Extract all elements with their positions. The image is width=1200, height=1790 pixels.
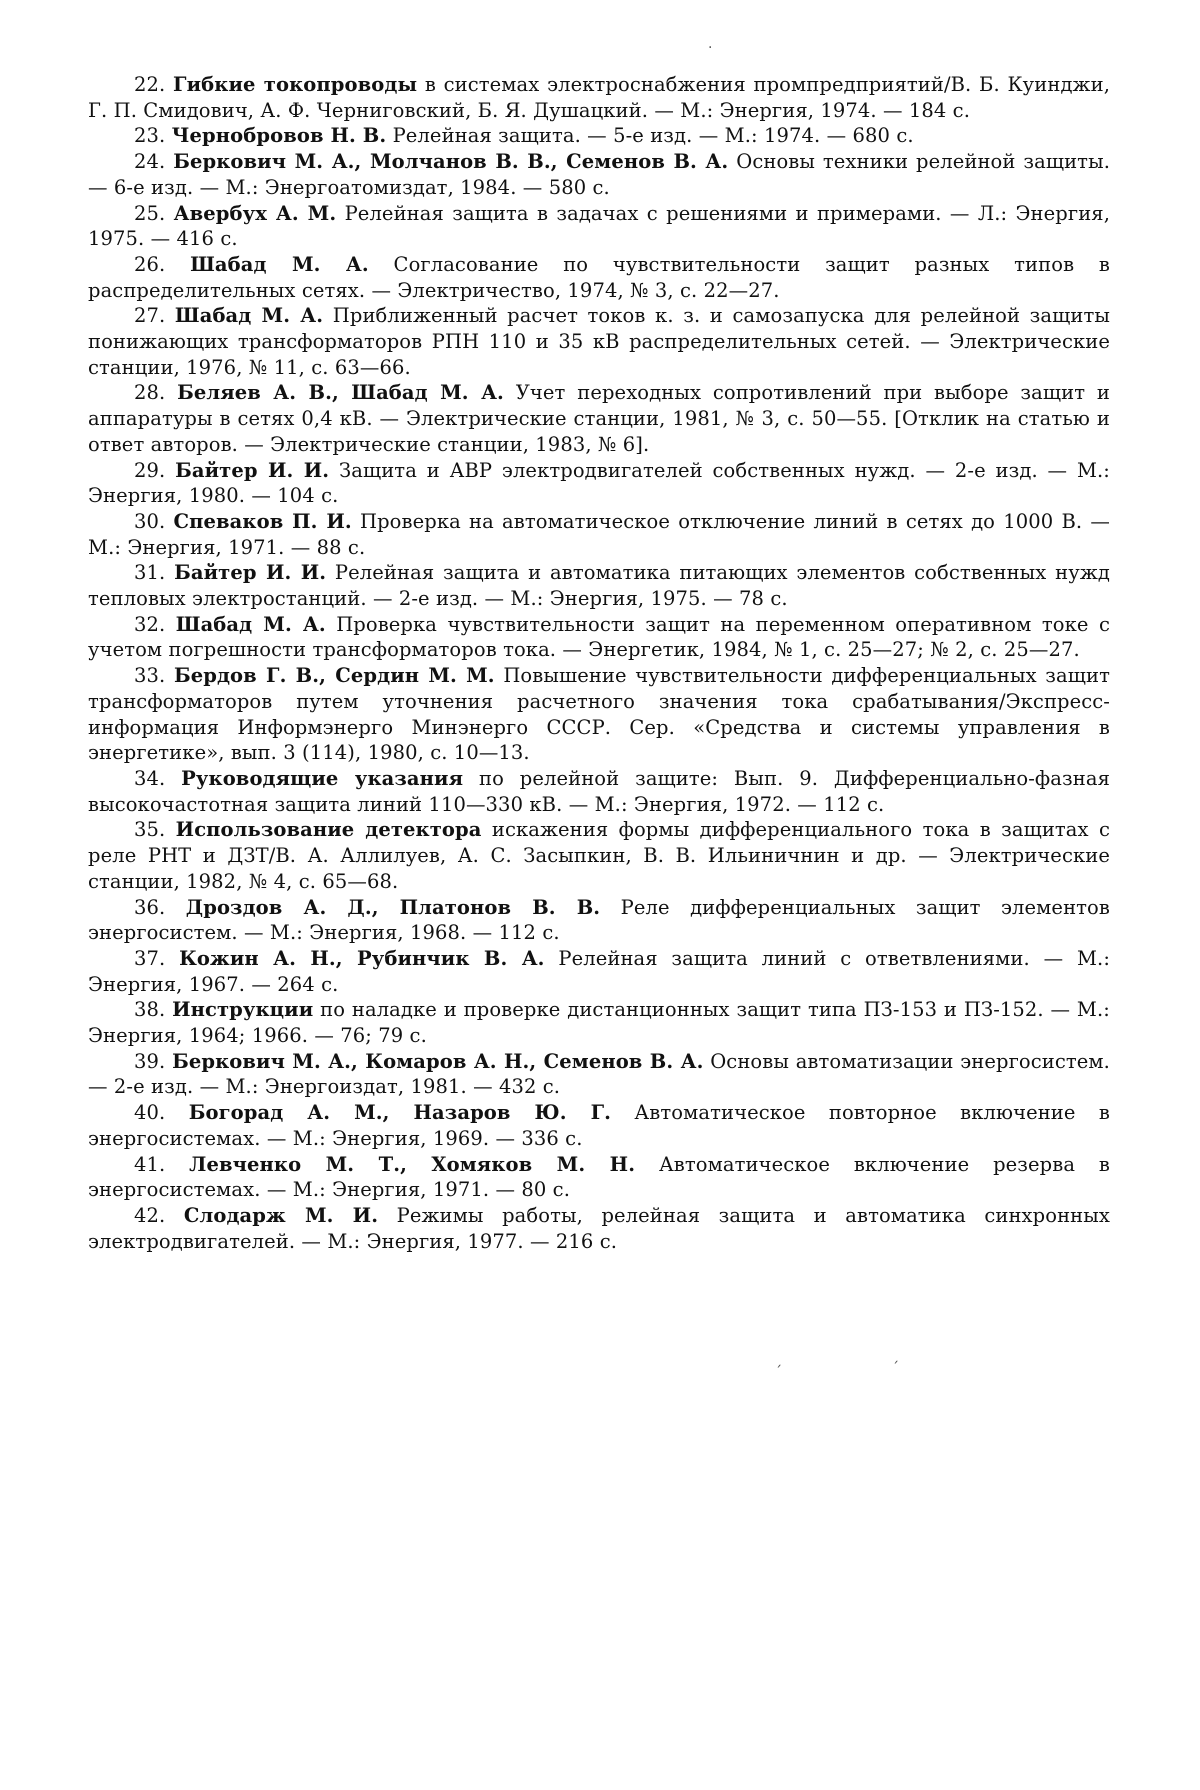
reference-number: 35.	[134, 818, 165, 841]
reference-authors: Слодарж М. И.	[184, 1204, 378, 1227]
reference-number: 37.	[134, 947, 165, 970]
reference-authors: Беркович М. А., Комаров А. Н., Семенов В. А.	[172, 1050, 703, 1073]
reference-item	[88, 149, 1110, 200]
reference-number: 27.	[134, 304, 165, 327]
reference-authors: Богорад А. М., Назаров Ю. Г.	[189, 1101, 611, 1124]
reference-number: 23.	[134, 124, 165, 147]
reference-number: 30.	[134, 510, 165, 533]
reference-number: 25.	[134, 202, 165, 225]
reference-text: в системах электроснабжения промпредприятий/В. Б. Куинджи, Г. П. Смидович, А. Ф. Черниговский, Б. Я. Душацкий. — М.: Энергия, 1974. — 184 с.	[88, 73, 1110, 122]
reference-text: Автоматическое включение резерва в энергосистемах. — М.: Энергия, 1971. — 80 с.	[88, 1153, 1110, 1202]
reference-text: Повышение чувствительности дифференциальных защит трансформаторов путем уточнения расчетного значения тока срабатывания/Экспресс-информация Информэнерго Минэнерго СССР. Сер. «Средства и системы управления в энергетике», вып. 3 (114), 1980, с. 10—13.	[88, 664, 1110, 764]
reference-item	[88, 380, 1110, 457]
reference-item	[88, 612, 1110, 663]
reference-text: Релейная защита и автоматика питающих элементов собственных нужд тепловых электростанций. — 2-е изд. — М.: Энергия, 1975. — 78 с.	[88, 561, 1110, 610]
reference-number: 24.	[134, 150, 165, 173]
reference-number: 32.	[134, 613, 165, 636]
reference-number: 40.	[134, 1101, 165, 1124]
reference-item	[88, 201, 1110, 252]
reference-item	[88, 997, 1110, 1048]
reference-item	[88, 458, 1110, 509]
reference-number: 42.	[134, 1204, 165, 1227]
reference-item	[88, 72, 1110, 123]
reference-item	[88, 1100, 1110, 1151]
reference-number: 28.	[134, 381, 165, 404]
reference-item	[88, 252, 1110, 303]
reference-item	[88, 303, 1110, 380]
reference-text: Основы техники релейной защиты. — 6-е изд. — М.: Энергоатомиздат, 1984. — 580 с.	[88, 150, 1110, 199]
scan-speck: ˏ	[775, 1352, 782, 1368]
reference-text: Реле дифференциальных защит элементов энергосистем. — М.: Энергия, 1968. — 112 с.	[88, 896, 1110, 945]
reference-number: 36.	[134, 896, 165, 919]
reference-text: Релейная защита в задачах с решениями и примерами. — Л.: Энергия, 1975. — 416 с.	[88, 202, 1110, 251]
reference-authors: Авербух А. М.	[174, 202, 337, 225]
reference-authors: Инструкции	[172, 998, 313, 1021]
reference-authors: Бердов Г. В., Сердин М. М.	[174, 664, 495, 687]
reference-authors: Руководящие указания	[181, 767, 463, 790]
reference-text: Приближенный расчет токов к. з. и самозапуска для релейной защиты понижающих трансформаторов РПН 110 и 35 кВ распределительных сетей. — Электрические станции, 1976, № 11, с. 63—66.	[88, 304, 1110, 378]
reference-authors: Дроздов А. Д., Платонов В. В.	[186, 896, 600, 919]
reference-list	[88, 72, 1110, 1254]
scan-speck: ·	[708, 40, 712, 56]
reference-text: Режимы работы, релейная защита и автоматика синхронных электродвигателей. — М.: Энергия, 1977. — 216 с.	[88, 1204, 1110, 1253]
reference-number: 22.	[134, 73, 165, 96]
reference-number: 41.	[134, 1153, 165, 1176]
reference-text: искажения формы дифференциального тока в защитах с реле РНТ и ДЗТ/В. А. Аллилуев, А. С. Засыпкин, В. В. Ильиничнин и др. — Электрические станции, 1982, № 4, с. 65—68.	[88, 818, 1110, 892]
reference-number: 29.	[134, 459, 165, 482]
reference-item	[88, 663, 1110, 766]
reference-text: Проверка чувствительности защит на переменном оперативном токе с учетом погрешности трансформаторов тока. — Энергетик, 1984, № 1, с. 25—27; № 2, с. 25—27.	[88, 613, 1110, 662]
reference-authors: Чернобровов Н. В.	[172, 124, 387, 147]
reference-text: Основы автоматизации энергосистем. — 2-е изд. — М.: Энергоиздат, 1981. — 432 с.	[88, 1050, 1110, 1099]
reference-authors: Использование детектора	[176, 818, 482, 841]
reference-authors: Кожин А. Н., Рубинчик В. А.	[179, 947, 544, 970]
reference-item	[88, 1152, 1110, 1203]
reference-item	[88, 817, 1110, 894]
reference-item	[88, 123, 1110, 149]
reference-item	[88, 1203, 1110, 1254]
reference-number: 38.	[134, 998, 165, 1021]
reference-text: Проверка на автоматическое отключение линий в сетях до 1000 В. — М.: Энергия, 1971. — 88 с.	[88, 510, 1110, 559]
reference-item	[88, 509, 1110, 560]
reference-text: Релейная защита линий с ответвлениями. — М.: Энергия, 1967. — 264 с.	[88, 947, 1110, 996]
reference-authors: Беляев А. В., Шабад М. А.	[177, 381, 504, 404]
reference-item	[88, 560, 1110, 611]
reference-authors: Левченко М. Т., Хомяков М. Н.	[189, 1153, 635, 1176]
reference-number: 39.	[134, 1050, 165, 1073]
reference-authors: Байтер И. И.	[174, 561, 326, 584]
reference-number: 26.	[134, 253, 165, 276]
reference-authors: Шабад М. А.	[175, 304, 323, 327]
reference-text: Согласование по чувствительности защит разных типов в распределительных сетях. — Электричество, 1974, № 3, с. 22—27.	[88, 253, 1110, 302]
reference-item	[88, 946, 1110, 997]
reference-authors: Гибкие токопроводы	[173, 73, 417, 96]
scan-speck: ˏ	[892, 1348, 899, 1364]
reference-item	[88, 766, 1110, 817]
reference-authors: Шабад М. А.	[176, 613, 326, 636]
reference-authors: Шабад М. А.	[190, 253, 369, 276]
reference-authors: Байтер И. И.	[175, 459, 329, 482]
reference-text: Релейная защита. — 5-е изд. — М.: 1974. — 680 с.	[393, 124, 914, 147]
reference-item	[88, 1049, 1110, 1100]
reference-authors: Беркович М. А., Молчанов В. В., Семенов В. А.	[173, 150, 728, 173]
reference-text: по наладке и проверке дистанционных защит типа ПЗ-153 и ПЗ-152. — М.: Энергия, 1964; 1966. — 76; 79 с.	[88, 998, 1110, 1047]
reference-text: Учет переходных сопротивлений при выборе защит и аппаратуры в сетях 0,4 кВ. — Электрические станции, 1981, № 3, с. 50—55. [Отклик на статью и ответ авторов. — Электрические станции, 1983, № 6].	[88, 381, 1110, 455]
reference-number: 31.	[134, 561, 165, 584]
reference-number: 33.	[134, 664, 165, 687]
reference-authors: Спеваков П. И.	[174, 510, 352, 533]
reference-text: по релейной защите: Вып. 9. Дифференциально-фазная высокочастотная защита линий 110—330 кВ. — М.: Энергия, 1972. — 112 с.	[88, 767, 1110, 816]
reference-number: 34.	[134, 767, 165, 790]
reference-item	[88, 895, 1110, 946]
reference-text: Автоматическое повторное включение в энергосистемах. — М.: Энергия, 1969. — 336 с.	[88, 1101, 1110, 1150]
reference-text: Защита и АВР электродвигателей собственных нужд. — 2-е изд. — М.: Энергия, 1980. — 104 с.	[88, 459, 1110, 508]
